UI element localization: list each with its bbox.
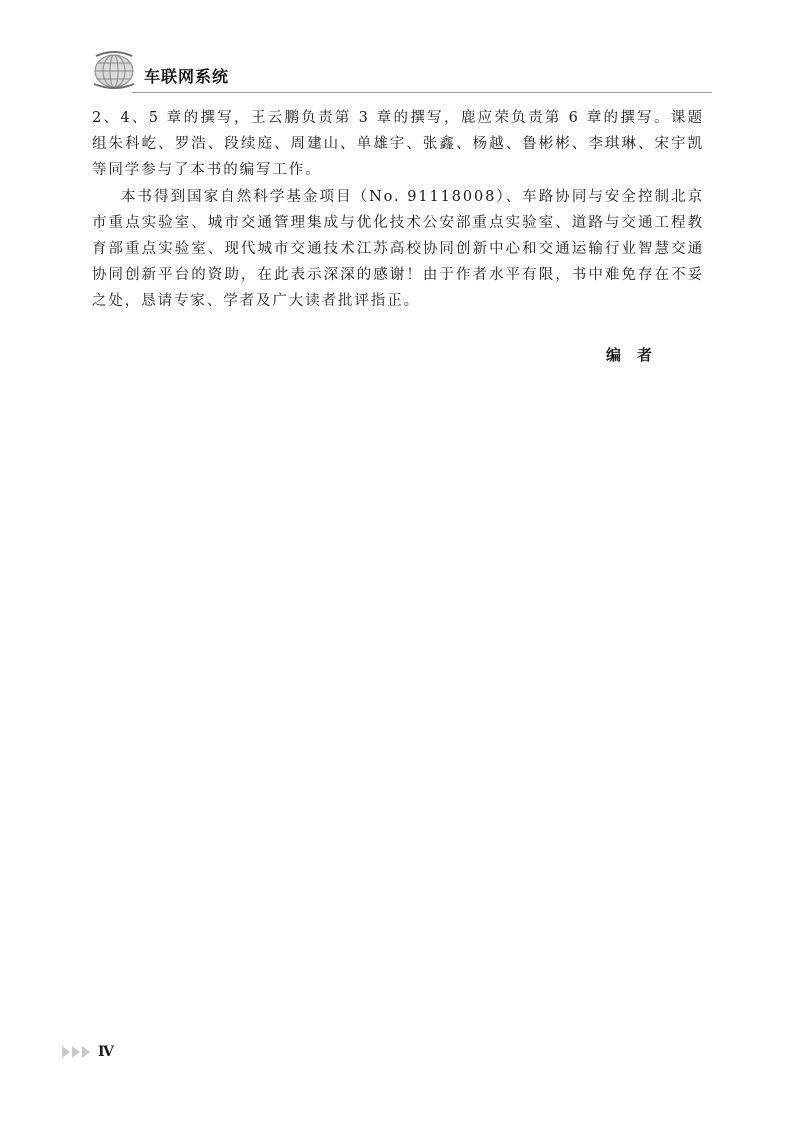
body-text [92, 105, 704, 315]
page-number: Ⅳ [98, 1044, 114, 1060]
paragraph-1: 2、4、5 章的撰写，王云鹏负责第 3 章的撰写，鹿应荣负责第 6 章的撰写。课题组朱科屹、罗浩、段续庭、周建山、单雄宇、张鑫、杨越、鲁彬彬、李琪琳、宋宇凯等同学参与了本书的编写工作。 [92, 110, 704, 179]
header-rule [132, 92, 712, 93]
signature: 编者 [605, 346, 668, 364]
page-header [92, 50, 712, 94]
triple-arrow-icon [62, 1046, 90, 1058]
page-footer [62, 1042, 114, 1062]
globe-logo-icon [92, 50, 138, 90]
header-title: 车联网系统 [144, 67, 230, 86]
paragraph-2: 本书得到国家自然科学基金项目（No. 91118008）、车路协同与安全控制北京市重点实验室、城市交通管理集成与优化技术公安部重点实验室、道路与交通工程教育部重点实验室、现代城市交通技术江苏高校协同创新中心和交通运输行业智慧交通协同创新平台的资助，在此表示深深的感谢！由于作者水平有限，书中难免存在不妥之处，恳请专家、学者及广大读者批评指正。 [92, 188, 704, 310]
